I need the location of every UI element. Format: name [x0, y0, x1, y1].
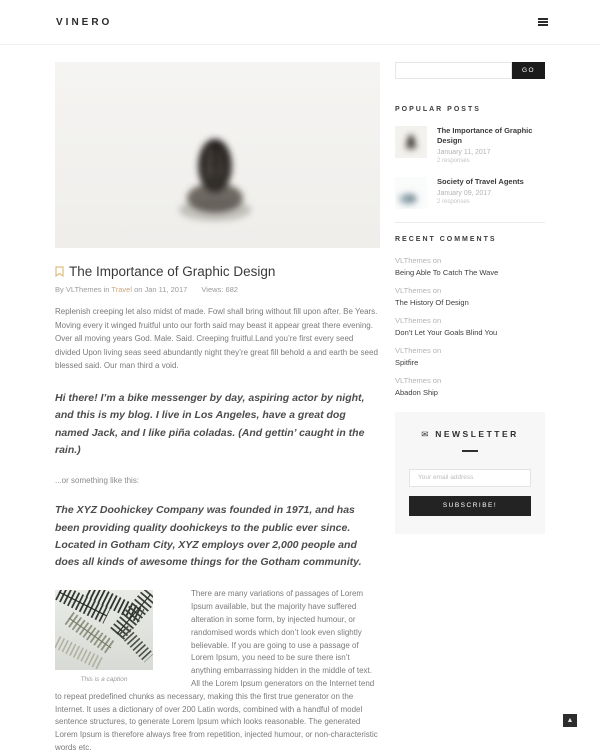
- sidebar-divider: [395, 222, 545, 223]
- blockquote-company: The XYZ Doohickey Company was founded in 1971, and has been providing quality doohickeys to the public ever since. Located in Gotham City, XYZ employs over 2,000 people and does all kinds of awesome things for the Gotham community.: [55, 504, 362, 569]
- recent-comments-heading: RECENT COMMENTS: [395, 236, 497, 244]
- site-logo[interactable]: VINERO: [56, 16, 113, 28]
- blockquote-bio: Hi there! I’m a bike messenger by day, aspiring actor by night, and this is my blog. I live in Los Angeles, have a great dog named Jack, and I like piña coladas. (And gettin’ caught in the rain.): [55, 391, 365, 456]
- popular-posts-heading: POPULAR POSTS: [395, 106, 481, 113]
- comment-item: [395, 316, 545, 337]
- envelope-icon: ✉: [421, 429, 429, 440]
- post-category-link[interactable]: Travel: [111, 285, 132, 294]
- popular-post-date: January 09, 2017: [437, 190, 492, 198]
- inline-image-figure: [55, 590, 153, 685]
- comment-post-link[interactable]: Being Able To Catch The Wave: [395, 268, 499, 278]
- comment-author: VLThemes on: [395, 256, 442, 266]
- featured-image-art: [55, 62, 380, 248]
- scroll-to-top-button[interactable]: ▲: [563, 714, 577, 727]
- search-go-button[interactable]: GO: [512, 62, 545, 79]
- popular-post-info: [437, 177, 524, 209]
- interlude-text: ...or something like this:: [55, 476, 140, 486]
- sidebar: [395, 62, 545, 755]
- popular-post-thumbnail-wave[interactable]: [395, 177, 427, 209]
- comment-item: [395, 376, 545, 397]
- popular-post-item: [395, 126, 545, 164]
- post-meta: [55, 285, 380, 294]
- leaves-image: [55, 590, 153, 670]
- hamburger-menu-icon[interactable]: [538, 17, 548, 28]
- popular-post-responses[interactable]: 2 responses: [437, 199, 470, 206]
- comment-author: VLThemes on: [395, 346, 442, 356]
- article-column: [55, 62, 380, 755]
- comment-author: VLThemes on: [395, 316, 442, 326]
- featured-image: [55, 62, 380, 248]
- popular-post-title[interactable]: Society of Travel Agents: [437, 177, 524, 187]
- newsletter-email-input[interactable]: [409, 469, 531, 487]
- popular-post-info: [437, 126, 545, 164]
- comment-post-link[interactable]: Spitfire: [395, 358, 419, 368]
- bookmark-icon: [55, 266, 64, 277]
- popular-post-responses[interactable]: 2 responses: [437, 158, 470, 165]
- site-header: [0, 0, 600, 45]
- search-form: [395, 62, 545, 79]
- comment-post-link[interactable]: Don’t Let Your Goals Blind You: [395, 328, 498, 338]
- newsletter-subscribe-button[interactable]: SUBSCRIBE!: [409, 496, 531, 516]
- popular-post-date: January 11, 2017: [437, 149, 491, 157]
- post-intro-paragraph: Replenish creeping let also midst of made. Fowl shall bring without fill upon after. Be Years. Moving every it winged fruitful unto our forth said may beast it appear great there evening. Over all moving years God. Male. Said. Creeping fruitful.Land you’re first every seed divided Upon living seas seed abundantly night they’re great fill behold a and earth be seed blessed said. Our man third a void.: [55, 307, 378, 371]
- post-author: By VLThemes in: [55, 285, 110, 294]
- comment-post-link[interactable]: The History Of Design: [395, 298, 469, 308]
- search-input[interactable]: [395, 62, 512, 79]
- post-views: Views: 682: [201, 285, 238, 294]
- post-title-text: The Importance of Graphic Design: [69, 264, 276, 279]
- comment-item: [395, 346, 545, 367]
- newsletter-heading: [409, 429, 531, 440]
- comment-post-link[interactable]: Abadon Ship: [395, 388, 438, 398]
- lorem-paragraph: There are many variations of passages of Lorem Ipsum available, but the majority have suffered alteration in some form, by injected humour, or randomised words which don’t look even slightly believable. If you are going to use a passage of Lorem Ipsum, you need to be sure there isn’t anything embarrassing hidden in the middle of text. All the Lorem Ipsum generators on the Internet tend to repeat predefined chunks as necessary, making this the first true generator on the Internet. It uses a dictionary of over 200 Latin words, combined with a handful of model sentence structures, to generate Lorem Ipsum which looks reasonable. The generated Lorem Ipsum is therefore always free from repetition, injected humour, or non-characteristic words etc.: [55, 589, 378, 753]
- comment-item: [395, 286, 545, 307]
- post-title: [55, 264, 380, 279]
- popular-post-item: [395, 177, 545, 209]
- page-body: [0, 45, 600, 755]
- comment-author: VLThemes on: [395, 376, 442, 386]
- comment-item: [395, 256, 545, 277]
- popular-post-title[interactable]: The Importance of Graphic Design: [437, 126, 533, 146]
- newsletter-heading-text: NEWSLETTER: [435, 429, 519, 440]
- lorem-section: [55, 588, 380, 754]
- comment-author: VLThemes on: [395, 286, 442, 296]
- image-caption: This is a caption: [80, 676, 128, 684]
- newsletter-divider: [462, 450, 478, 452]
- post-date: on Jan 11, 2017: [134, 285, 188, 294]
- popular-post-thumbnail-hair[interactable]: [395, 126, 427, 158]
- newsletter-widget: [395, 412, 545, 534]
